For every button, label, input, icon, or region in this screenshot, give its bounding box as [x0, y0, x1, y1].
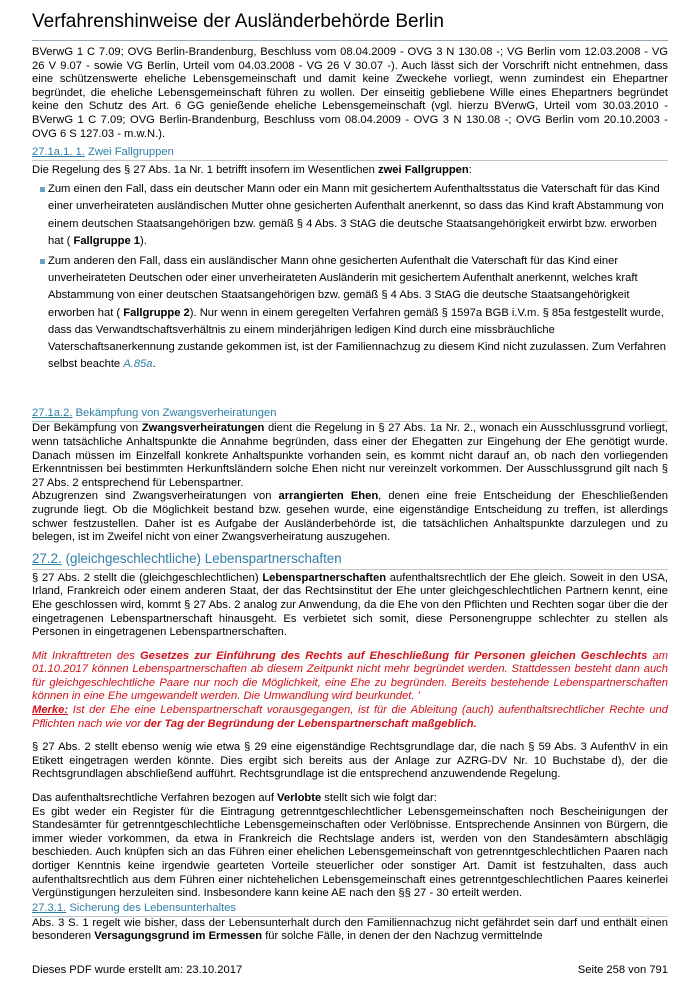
section-heading-lebenspartnerschaften	[32, 550, 668, 570]
section-lead: Die Regelung des § 27 Abs. 1a Nr. 1 betrifft insofern im Wesentlichen zwei Fallgruppen:	[32, 164, 472, 177]
reference-link-a85a[interactable]: A.85a	[123, 358, 153, 371]
section-title: Zwei Fallgruppen	[87, 146, 174, 159]
fallgruppen-list	[32, 181, 668, 373]
document-page	[32, 0, 668, 944]
bullet-square-icon	[40, 187, 45, 192]
paragraph: § 27 Abs. 2 stellt ebenso wenig wie etwa § 29 eine eigenständige Rechtsgrundlage dar, die nach § 59 Abs. 3 AufenthV in ein Etikett eingetragen werden könnte. Dies ergibt sich bereits aus der Anlage zur AZRG-DV Nr. 10 Buchstabe d), der die Rechtsgrundlagen abschließend aufführt. Rechtsgrundlage ist die entsprechend anzuwendende Regelung.	[32, 741, 668, 781]
intro-paragraph: BVerwG 1 C 7.09; OVG Berlin-Brandenburg, Beschluss vom 08.04.2009 - OVG 3 N 130.08 -; VG Berlin vom 12.03.2008 - VG 26 V 9.07 - sowie VG Berlin, Urteil vom 04.03.2008 - VG 26 V 30.07 -). Auch lässt sich der Vorschrift nicht entnehmen, dass eine schützenswerte eheliche Lebensgemeinschaft und damit keine Zweckehe vorliegt, wenn zumindest ein Ehepartner begründet, die eheliche Lebensgemeinschaft führen zu wollen. Der einseitig gebliebene Wille eines Ehepartners begründet keine den Schutz des Art. 6 GG genießende eheliche Lebensgemeinschaft (vgl. hierzu BVerwG, Urteil vom 30.03.2010 - BVerwG 1 C 7.09; OVG Berlin-Brandenburg, Beschluss vom 08.04.2009 - OVG 3 N 130.08 -; OVG Berlin vom 20.10.2003 - OVG 6 S 127.03 - m.w.N.).	[32, 46, 668, 140]
section-number-link[interactable]: 27.3.1.	[32, 901, 67, 914]
paragraph: Abzugrenzen sind Zwangsverheiratungen von arrangierten Ehen, denen eine freie Entscheidung der Eheschließenden zugrunde liegt. Ob die Möglichkeit bestand bzw. gesehen wurde, eine eigenständige Entscheidung zu treffen, ist allerdings schwer festzustellen. Daher ist es Aufgabe der Ausländerbehörde ist, die tatsächlichen Anhaltspunkte darzulegen und zu belegen, ist im Zweifel nicht von einer Zwangsverheiratung auszugehen.	[32, 490, 668, 544]
bullet-square-icon	[40, 259, 45, 264]
paragraph: Abs. 3 S. 1 regelt wie bisher, dass der Lebensunterhalt durch den Familiennachzug nicht gefährdet sein darf und enthält einen besonderen Versagungsgrund im Ermessen für solche Fälle, in denen der den Nachzug vermittelnde	[32, 916, 668, 943]
red-merke-paragraph: Merke: Ist der Ehe eine Lebenspartnerschaft vorausgegangen, ist für die Ableitung (auch) aufenthaltsrechtlicher Rechte und Pflichten nach wie vor der Tag der Begründung der Lebenspartnerschaft maßgeblich.	[32, 704, 668, 730]
section-number-link[interactable]: 27.2.	[32, 550, 62, 566]
paragraph: Es gibt weder ein Register für die Eintragung getrenntgeschlechtlicher Lebensgemeinschaften noch Bescheinigungen der Standesämter für getrenntgeschlechtliche Lebensgemeinschaften oder Verlöbnisse. Entsprechende Ansinnen von Bürgern, die immer wieder vorkommen, da etwa in Frankreich die Rechtslage anders ist, werden von den Standesämtern abschlägig beschieden. Auch knüpfen sich an das Führen einer ehelichen Lebensgemeinschaft von getrenntgeschlechtlichen Paaren nach dortiger Kenntnis keine irgendwie gearteten Vorteile steuerlicher oder sonstiger Art. Damit ist festzuhalten, dass auch aufenthaltsrechtlich aus dem Führen einer nichtehelichen Lebensgemeinschaft eines getrenntgeschlechtlichen Paares keinerlei Vergünstigungen herzuleiten sind. Insbesondere kann keine AE nach den §§ 27 - 30 erteilt werden.	[32, 805, 668, 900]
section-number-link[interactable]: 27.1a.1. 1.	[32, 146, 85, 159]
page-title: Verfahrenshinweise der Ausländerbehörde Berlin	[32, 10, 668, 41]
paragraph: § 27 Abs. 2 stellt die (gleichgeschlechtlichen) Lebenspartnerschaften aufenthaltsrechtlich der Ehe gleich. Soweit in den USA, Irland, Frankreich oder einem anderen Staat, der das Rechtsinstitut der Ehe unter gleichgeschlechtlichen Partnern kennt, eine Ehe geschlossen wird, kommt § 27 Abs. 2 analog zur Anwendung, da die Ehe von den Pflichten und Rechten sogar über die der eingetragenen Lebenspartnerschaft hinausgeht. Es verbietet sich somit, diese Personengruppe schlechter zu stellen als Personen in eingetragenen Lebenspartnerschaften.	[32, 571, 668, 639]
page-footer	[32, 964, 668, 976]
footer-created-date: Dieses PDF wurde erstellt am: 23.10.2017	[32, 964, 243, 976]
paragraph: Das aufenthaltsrechtliche Verfahren bezogen auf Verlobte stellt sich wie folgt dar:	[32, 792, 437, 805]
list-item: Zum einen den Fall, dass ein deutscher Mann oder ein Mann mit gesichertem Aufenthaltsstatus die Vaterschaft für das Kind einer unverheirateten ausländischen Mutter ohne gesicherten Aufenthalt anerkennt, so dass das Kind kraft Abstammung von einem deutschen Staatsangehörigen bzw. gemäß § 4 Abs. 3 StAG die deutsche Staatsangehörigkeit erwirbt bzw. erworben hat ( Fallgruppe 1).	[32, 181, 668, 250]
paragraph: Der Bekämpfung von Zwangsverheiratungen dient die Regelung in § 27 Abs. 1a Nr. 2., wonach ein Ausschlussgrund vorliegt, wenn tatsächliche Anhaltspunkte die Annahme begründen, dass einer der Ehegatten zur Eingehung der Ehe genötigt wurde. Danach müssen im Einzelfall konkrete Anhaltspunkte vorhanden sein, es kommt nicht darauf an, ob nach den vorliegenden Erkenntnissen bei bestimmten Herkunftsländern solche Ehen nicht nur vereinzelt vorkommen. Der Ausschlussgrund gilt nach § 27 Abs. 2 entsprechend für Lebenspartner.	[32, 422, 668, 489]
section-heading-zwangsverheiratungen	[32, 406, 668, 422]
section-title: Bekämpfung von Zwangsverheiratungen	[75, 407, 277, 420]
section-number-link[interactable]: 27.1a.2.	[32, 407, 73, 420]
section-heading-lebensunterhalt	[32, 901, 668, 917]
footer-page-number: Seite 258 von 791	[577, 964, 668, 976]
section-title: (gleichgeschlechtliche) Lebenspartnerschaften	[65, 550, 342, 566]
red-notice-paragraph: Mit Inkrafttreten des Gesetzes zur Einführung des Rechts auf Eheschließung für Personen gleichen Geschlechts am 01.10.2017 können Lebenspartnerschaften ab diesem Zeitpunkt nicht mehr begründet werden. Stattdessen besteht dann auch für gleichgeschlechtliche Paare nur noch die Möglichkeit, eine Ehe zu begründen. Bereits bestehende Lebenspartnerschaften können in eine Ehe umgewandelt werden. Die Umwandlung wird beurkundet. '	[32, 649, 668, 703]
section-heading-zwei-fallgruppen	[32, 145, 668, 161]
list-item: Zum anderen den Fall, dass ein ausländischer Mann ohne gesicherten Aufenthalt die Vaterschaft für das Kind einer unverheirateten Deutschen oder einer unverheirateten Ausländerin mit gesichertem Aufenthalt anerkennt, welches kraft Abstammung von einer deutschen Staatsangehörigen bzw. gemäß § 4 Abs. 3 StAG die deutsche Staatsangehörigkeit erworben hat ( Fallgruppe 2). Nur wenn in einem geregelten Verfahren gemäß § 1597a BGB i.V.m. § 85a festgestellt wurde, dass das Verwandtschaftsverhältnis zu einem minderjährigen ledigen Kind durch eine missbräuchliche Vaterschaftsanerkennung zustande gekommen ist, ist der Familiennachzug zu diesem Kind nicht zuzulassen. Zum Verfahren selbst beachte A.85a.	[32, 253, 668, 373]
section-title: Sicherung des Lebensunterhaltes	[69, 901, 237, 914]
